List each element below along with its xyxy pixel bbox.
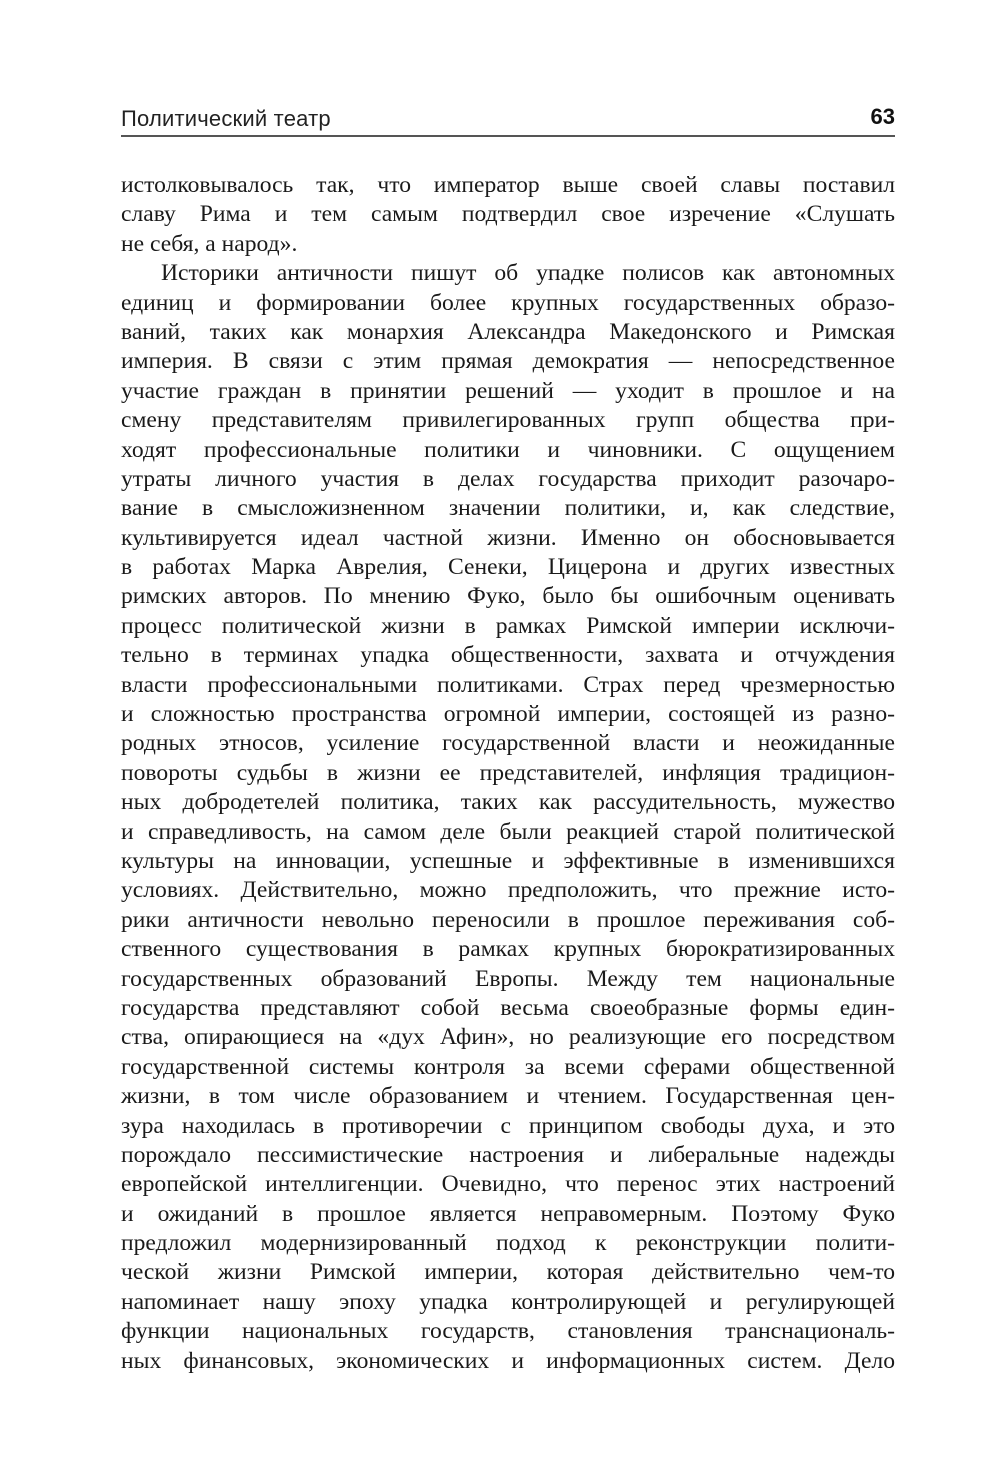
text-line: ственного существования в рамках крупных бюрократизированных	[121, 936, 895, 963]
text-line: культуры на инновации, успешные и эффективные в изменившихся	[121, 847, 895, 874]
text-line: истолковывалось так, что император выше своей славы поставил	[121, 172, 895, 198]
text-line: единиц и формировании более крупных государственных образо-	[121, 289, 895, 316]
paragraph-main	[121, 259, 895, 1376]
text-line: процесс политической жизни в рамках Римской империи исключи-	[121, 612, 895, 639]
paragraph-continuation	[121, 171, 895, 259]
text-line: напоминает нашу эпоху упадка контролирующей и регулирующей	[121, 1288, 895, 1315]
text-line: предложил модернизированный подход к реконструкции полити-	[121, 1230, 895, 1257]
text-line: участие граждан в принятии решений — уходит в прошлое и на	[121, 377, 895, 404]
text-line: родных этносов, усиление государственной власти и неожиданные	[121, 730, 895, 757]
text-line: власти профессиональными политиками. Страх перед чрезмерностью	[121, 671, 895, 698]
text-line: повороты судьбы в жизни ее представителей, инфляция традицион-	[121, 759, 895, 786]
text-line: ваний, таких как монархия Александра Македонского и Римская	[121, 318, 895, 345]
text-line: культивируется идеал частной жизни. Именно он обосновывается	[121, 524, 895, 551]
text-line: и сложностью пространства огромной империи, состоящей из разно-	[121, 701, 895, 728]
header-rule	[121, 135, 895, 137]
text-line: порождало пессимистические настроения и либеральные надежды	[121, 1141, 895, 1168]
text-line: функции национальных государств, становления транснациональ-	[121, 1318, 895, 1345]
running-title: Политический театр	[121, 106, 331, 131]
text-line: и справедливость, на самом деле были реакцией старой политической	[121, 818, 895, 845]
text-line: Историки античности пишут об упадке полисов как автономных	[161, 260, 895, 287]
text-line: ходят профессиональные политики и чиновники. С ощущением	[121, 436, 895, 463]
text-line: государственных образований Европы. Между тем национальные	[121, 965, 895, 992]
text-line: условиях. Действительно, можно предположить, что прежние исто-	[121, 877, 895, 904]
text-line: империя. В связи с этим прямая демократия — непосредственное	[121, 348, 895, 375]
running-header	[121, 100, 895, 136]
text-line: государства представляют собой весьма своеобразные формы един-	[121, 994, 895, 1021]
text-line: жизни, в том числе образованием и чтением. Государственная цен-	[121, 1083, 895, 1110]
text-line: рики античности невольно переносили в прошлое переживания соб-	[121, 906, 895, 933]
text-line: государственной системы контроля за всеми сферами общественной	[121, 1053, 895, 1080]
text-line: смену представителям привилегированных групп общества при-	[121, 407, 895, 434]
text-line: зура находилась в противоречии с принципом свободы духа, и это	[121, 1112, 895, 1139]
text-line: европейской интеллигенции. Очевидно, что перенос этих настроений	[121, 1171, 895, 1198]
text-line: не себя, а народ».	[121, 230, 298, 257]
text-line: вание в смысложизненном значении политики, и, как следствие,	[121, 495, 895, 522]
text-line: римских авторов. По мнению Фуко, было бы ошибочным оценивать	[121, 583, 895, 610]
text-line: ческой жизни Римской империи, которая действительно чем-то	[121, 1259, 895, 1286]
text-line: в работах Марка Аврелия, Сенеки, Цицерона и других известных	[121, 554, 895, 581]
text-line: ных финансовых, экономических и информационных систем. Дело	[121, 1347, 895, 1374]
text-line: и ожиданий в прошлое является неправомерным. Поэтому Фуко	[121, 1200, 895, 1227]
text-line: ных добродетелей политика, таких как рассудительность, мужество	[121, 789, 895, 816]
text-line: ства, опирающиеся на «дух Афин», но реализующие его посредством	[121, 1024, 895, 1051]
text-line: тельно в терминах упадка общественности, захвата и отчуждения	[121, 642, 895, 669]
text-line: славу Рима и тем самым подтвердил свое изречение «Слушать	[121, 201, 895, 228]
text-line: утраты личного участия в делах государства приходит разочаро-	[121, 465, 895, 492]
body-text	[121, 171, 895, 1376]
page-number: 63	[870, 104, 895, 129]
